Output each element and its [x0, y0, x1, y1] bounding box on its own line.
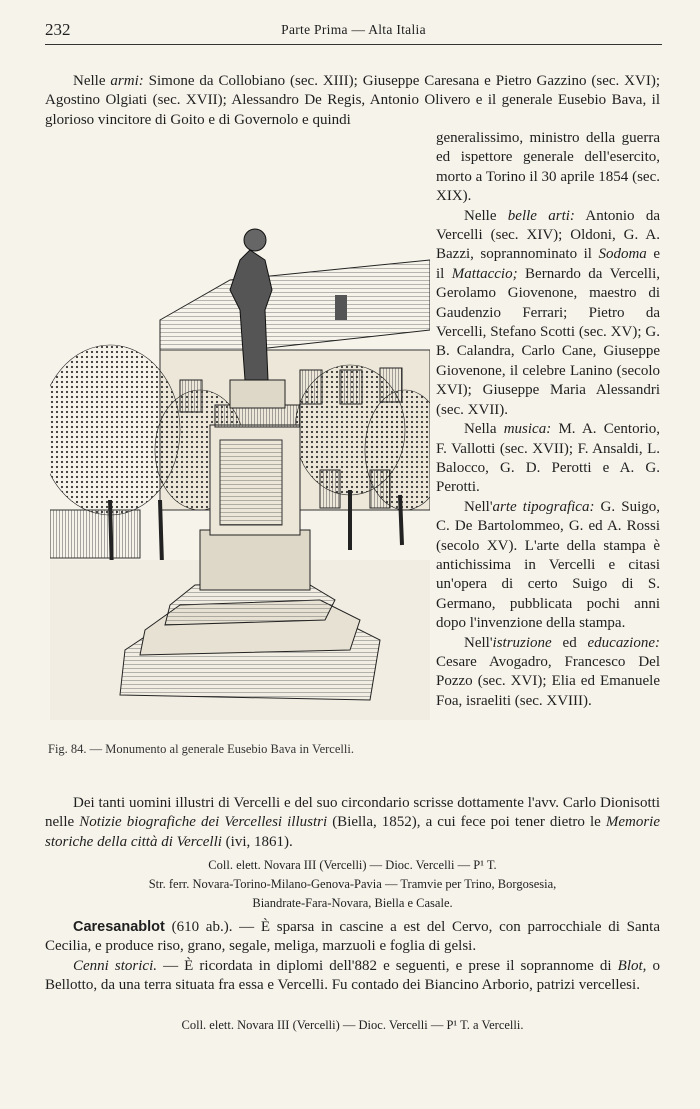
running-title: Parte Prima — Alta Italia [281, 22, 426, 37]
paragraph-belle-arti: Nelle belle arti: Antonio da Vercelli (sec. XIV); Oldoni, G. A. Bazzi, soprannominato il Sodoma e il Mattaccio; Bernardo da Vercelli, Gerolamo Giovenone, maestro di Gaudenzio Ferrari; Pietro da Vercelli, Stefano Scotti (sec. XV); G. B. Calandra, Carlo Cane, Giuseppe Giovenone, il celebre Lanino (secolo XVI); Giuseppe Maria Alessandri (sec. XVII). [436, 207, 660, 418]
paragraph-musica: Nella musica: M. A. Centorio, F. Vallotti (sec. XVII); F. Ansaldi, L. Balocco, G. D. Perotti e A. G. Perotti. [436, 421, 660, 496]
paragraph-armi-continued: generalissimo, ministro della guerra ed ispettore generale dell'esercito, morto a Torino il 30 aprile 1854 (sec. XIX). [436, 130, 660, 205]
reference-line: Biandrate-Fara-Novara, Biella e Casale. [252, 896, 453, 910]
paragraph-istruzione: Nell'istruzione ed educazione: Cesare Avogadro, Francesco Del Pozzo (sec. XVI); Elia ed Emanuele Foa, israeliti (sec. XVIII). [436, 634, 660, 709]
monument-engraving [50, 200, 430, 720]
page-header [45, 18, 662, 45]
entry-paragraph: Caresanablot (610 ab.). — È sparsa in cascine a est del Cervo, con parrocchiale di Santa Cecilia, e produce riso, grano, segale, meliga, marzuoli e foglia di gelsi. [45, 919, 660, 955]
entry-title: Caresanablot [73, 919, 165, 935]
paragraph-dionisotti: Dei tanti uomini illustri di Vercelli e del suo circondario scrisse dottamente l'avv. Carlo Dionisotti nelle Notizie biografiche dei Vercellesi illustri (Biella, 1852), a cui fece poi tener dietro le Memorie storiche della città di Vercelli (ivi, 1861). [45, 795, 660, 850]
entry-history: Cenni storici. — È ricordata in diplomi dell'882 e seguenti, e prese il soprannome di Blot, o Bellotto, da una terra situata fra essa e Vercelli. Fu contado dei Biancino Arborio, patrizi vercellesi. [45, 957, 661, 994]
figure-caption: Fig. 84. — Monumento al generale Eusebio Bava in Vercelli. [48, 742, 354, 756]
page-number: 232 [45, 20, 71, 39]
reference-line-entry: Coll. elett. Novara III (Vercelli) — Dioc. Vercelli — P¹ T. a Vercelli. [181, 1018, 524, 1032]
entry-caresanablot [45, 918, 660, 996]
reference-line: Coll. elett. Novara III (Vercelli) — Dioc. Vercelli — P¹ T. [208, 858, 497, 872]
reference-line: Str. ferr. Novara-Torino-Milano-Genova-Pavia — Tramvie per Trino, Borgosesia, [148, 877, 557, 891]
right-column [436, 129, 660, 711]
reference-block [45, 856, 660, 913]
paragraph-armi: Nelle armi: Simone da Collobiano (sec. XIII); Giuseppe Caresana e Pietro Gazzino (sec. XVI); Agostino Olgiati (sec. XVII); Alessandro De Regis, Antonio Olivero e il generale Eusebio Bava, il glorioso vincitore di Goito e di Governolo e quindi [45, 73, 661, 128]
paragraph-arte-tipografica: Nell'arte tipografica: G. Suigo, C. De Bartolommeo, G. ed A. Rossi (secolo XV). L'arte della stampa è antichissima in Vercelli e citasi un'opera di certo Suigo di S. Germano, pubblicata pochi anni dopo l'invenzione della stampa. [436, 498, 660, 632]
